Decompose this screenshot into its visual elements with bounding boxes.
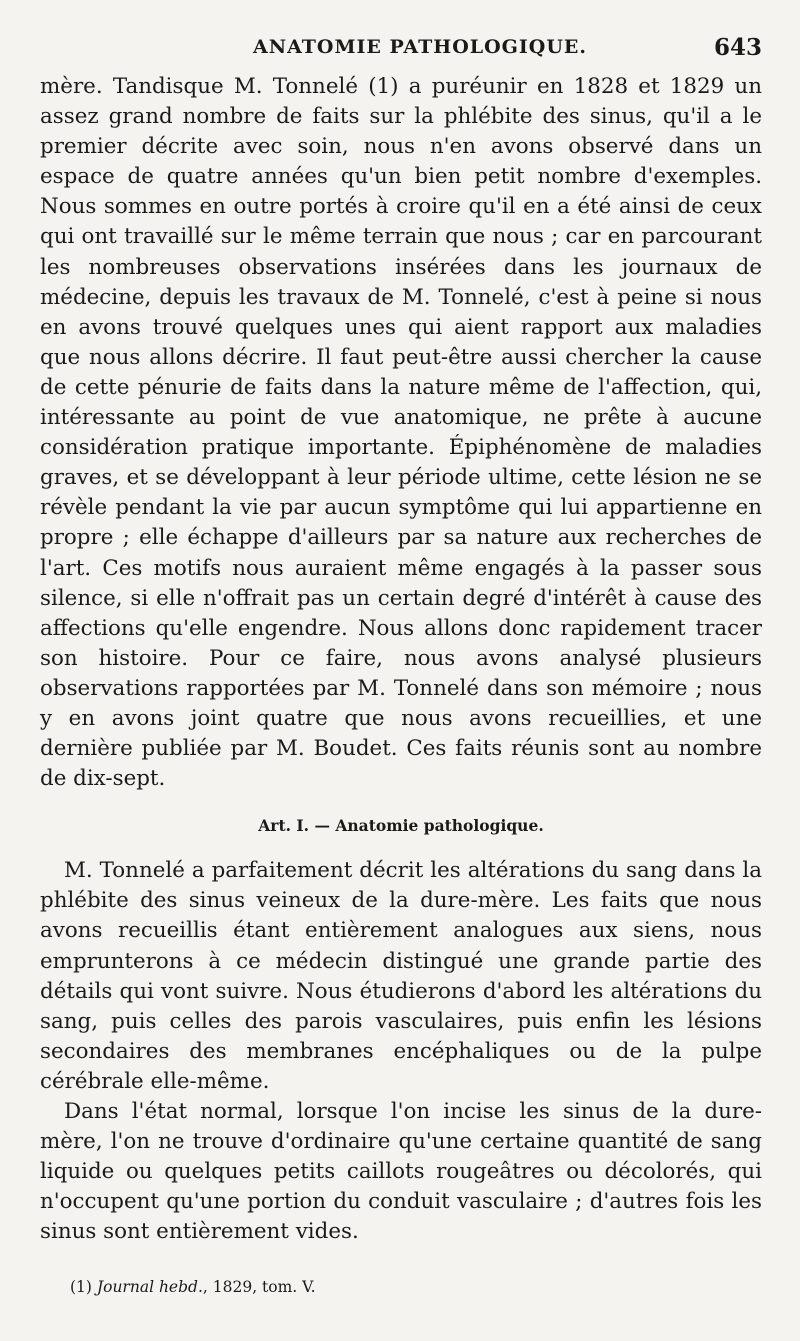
page-header: [40, 30, 762, 70]
footnote-source: Journal hebd.: [96, 1278, 203, 1296]
running-title: ANATOMIE PATHOLOGIQUE.: [252, 36, 587, 58]
footnote: [70, 1278, 316, 1296]
footnote-marker: (1): [70, 1278, 92, 1296]
paragraph-2: M. Tonnelé a parfaitement décrit les altérations du sang dans la phlébite des sinus veineux de la dure-mère. Les faits que nous avons recueillis étant entièrement analogues aux siens, nous emprunterons à ce médecin distingué une grande partie des détails qui vont suivre. Nous étudierons d'abord les altérations du sang, puis celles des parois vasculaires, puis enfin les lésions secondaires des membranes encéphaliques ou de la pulpe cérébrale elle-même.: [40, 858, 762, 1094]
body-text: [40, 72, 762, 1247]
page-number: 643: [713, 34, 762, 61]
footnote-rest: , 1829, tom. V.: [202, 1278, 316, 1296]
paragraph-3: Dans l'état normal, lorsque l'on incise les sinus de la dure-mère, l'on ne trouve d'ordinaire qu'une certaine quantité de sang liquide ou quelques petits caillots rougeâtres ou décolorés, qui n'occupent qu'une portion du conduit vasculaire ; d'autres fois les sinus sont entièrement vides.: [40, 1099, 762, 1245]
section-heading: Art. I. — Anatomie pathologique.: [258, 816, 544, 836]
paragraph-1: mère. Tandisque M. Tonnelé (1) a puréunir en 1828 et 1829 un assez grand nombre de faits sur la phlébite des sinus, qu'il a le premier décrite avec soin, nous n'en avons observé dans un espace de quatre années qu'un bien petit nombre d'exemples. Nous sommes en outre portés à croire qu'il en a été ainsi de ceux qui ont travaillé sur le même terrain que nous ; car en parcourant les nombreuses observations insérées dans les journaux de médecine, depuis les travaux de M. Tonnelé, c'est à peine si nous en avons trouvé quelques unes qui aient rapport aux maladies que nous allons décrire. Il faut peut-être aussi chercher la cause de cette pénurie de faits dans la nature même de l'affection, qui, intéressante au point de vue anatomique, ne prête à aucune considération pratique importante. Épiphénomène de maladies graves, et se développant à leur période ultime, cette lésion ne se révèle pendant la vie par aucun symptôme qui lui appartienne en propre ; elle échappe d'ailleurs par sa nature aux recherches de l'art. Ces motifs nous auraient même engagés à la passer sous silence, si elle n'offrait pas un certain degré d'intérêt à cause des affections qu'elle engendre. Nous allons donc rapidement tracer son histoire. Pour ce faire, nous avons analysé plusieurs observations rapportées par M. Tonnelé dans son mémoire ; nous y en avons joint quatre que nous avons recueillies, et une dernière publiée par M. Boudet. Ces faits réunis sont au nombre de dix-sept.: [40, 74, 762, 792]
